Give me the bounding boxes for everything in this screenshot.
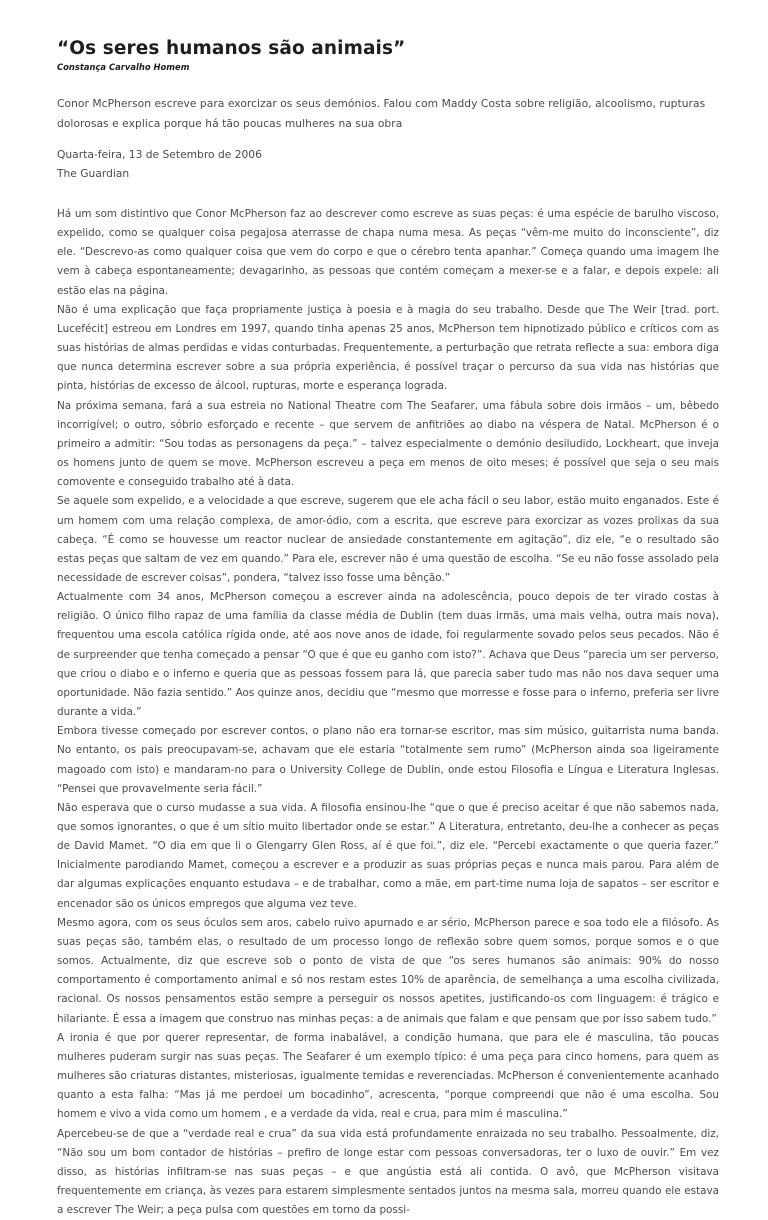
body-paragraph: Embora tivesse começado por escrever contos, o plano não era tornar-se escritor, mas sim músico, guitarrista numa banda. No entanto, os pais preocupavam-se, achavam que ele estaria “totalmente sem rumo” (McPherson ainda soa ligeiramente magoado com isto) e mandaram-no para o University College de Dublin, onde estou Filosofia e Língua e Literatura Inglesas. “Pensei que provavelmente seria fácil.” — [57, 722, 719, 799]
body-paragraph: A ironia é que por querer representar, de forma inabalável, a condição humana, que para ele é masculina, tão poucas mulheres puderam surgir nas suas peças. The Seafarer é um exemplo típico: é uma peça para cinco homens, para quem as mulheres são criaturas distantes, misteriosas, igualmente temidas e reverenciadas. McPherson é convenientemente acanhado quanto a esta falha: “Mas já me perdoei um bocadinho”, acrescenta, “porque compreendi que não é uma escolha. Sou homem e vivo a vida como um homem , e a verdade da vida, real e crua, para mim é masculina.” — [57, 1029, 719, 1125]
article-title: “Os seres humanos são animais” — [57, 38, 719, 60]
body-paragraph: Não esperava que o curso mudasse a sua vida. A filosofia ensinou-lhe “que o que é preciso aceitar é que não sabemos nada, que somos ignorantes, o que é um sítio muito libertador onde se estar.” A Literatura, entretanto, deu-lhe a conhecer as peças de David Mamet. “O dia em que li o Glengarry Glen Ross, aí é que foi.”, diz ele. “Percebi exactamente o que queria fazer.” Inicialmente parodiando Mamet, começou a escrever e a produzir as suas próprias peças e nunca mais parou. Para além de dar algumas explicações enquanto estudava – e de trabalhar, como a mãe, em part-time numa loja de sapatos – ser escritor e encenador são os únicos empregos que alguma vez teve. — [57, 799, 719, 914]
article-source: The Guardian — [57, 164, 719, 183]
body-paragraph: Apercebeu-se de que a “verdade real e crua” da sua vida está profundamente enraizada no seu trabalho. Pessoalmente, diz, “Não sou um bom contador de histórias – prefiro de longe estar com pessoas conversadoras, ter o luxo de ouvir.” Em vez disso, as histórias infiltram-se nas suas peças – e que angústia está ali contida. O avô, que McPherson visitava frequentemente em criança, às vezes para estarem simplesmente sentados juntos na mesma sala, morreu quando ele estava a escrever The Weir; a peça pulsa com questões em torno da possi- — [57, 1125, 719, 1220]
article-body — [57, 205, 719, 1220]
article-meta — [57, 145, 719, 183]
article-date: Quarta-feira, 13 de Setembro de 2006 — [57, 145, 719, 164]
body-paragraph: Se aquele som expelido, e a velocidade a que escreve, sugerem que ele acha fácil o seu labor, estão muito enganados. Este é um homem com uma relação complexa, de amor-ódio, com a escrita, que escreve para exorcizar as vozes prolixas da sua cabeça. “É como se houvesse um reactor nuclear de ansiedade constantemente em agitação”, diz ele, “e o resultado são estas peças que saltam de vez em quando.” Para ele, escrever não é uma questão de escolha. “Se eu não fosse assolado pela necessidade de escrever coisas”, pondera, “talvez isso fosse uma bênção.” — [57, 492, 719, 588]
article-lead: Conor McPherson escreve para exorcizar os seus demónios. Falou com Maddy Costa sobre religião, alcoolismo, rupturas dolorosas e explica porque há tão poucas mulheres na sua obra — [57, 94, 719, 133]
article-author: Constança Carvalho Homem — [57, 61, 719, 73]
article — [57, 0, 719, 1220]
body-paragraph: Actualmente com 34 anos, McPherson começou a escrever ainda na adolescência, pouco depois de ter virado costas à religião. O único filho rapaz de uma família da classe média de Dublin (tem duas irmãs, uma mais velha, outra mais nova), frequentou uma escola católica rígida onde, até aos nove anos de idade, foi regularmente sovado pelos seus pecados. Não é de surpreender que tenha começado a pensar “O que é que eu ganho com isto?”. Achava que Deus “parecia um ser perverso, que criou o diabo e o inferno e queria que as pessoas fossem para lá, que parecia saber tudo mas não nos dava sequer uma oportunidade. Não fazia sentido.” Aos quinze anos, decidiu que “mesmo que morresse e fosse para o inferno, preferia ser livre durante a vida.” — [57, 588, 719, 722]
body-paragraph: Não é uma explicação que faça propriamente justiça à poesia e à magia do seu trabalho. Desde que The Weir [trad. port. Lucefécit] estreou em Londres em 1997, quando tinha apenas 25 anos, McPherson tem hipnotizado público e críticos com as suas histórias de almas perdidas e vidas conturbadas. Frequentemente, a perturbação que retrata reflecte a sua: embora diga que nunca determina escrever sobre a sua própria experiência, é possível traçar o percurso da sua vida nas histórias que pinta, histórias de excesso de álcool, rupturas, morte e esperança lograda. — [57, 301, 719, 397]
body-paragraph: Na próxima semana, fará a sua estreia no National Theatre com The Seafarer, uma fábula sobre dois irmãos – um, bêbedo incorrigível; o outro, sóbrio esforçado e recente – que servem de anfitriões ao diabo na véspera de Natal. McPherson é o primeiro a admitir: “Sou todas as personagens da peça.” – talvez especialmente o demónio desiludido, Lockheart, que inveja os homens junto de quem se move. McPherson escreveu a peça em menos de oito meses; é possível que seja o seu mais comovente e conseguido trabalho até à data. — [57, 397, 719, 493]
body-paragraph: Há um som distintivo que Conor McPherson faz ao descrever como escreve as suas peças: é uma espécie de barulho viscoso, expelido, como se qualquer coisa pegajosa aterrasse de chapa numa mesa. As peças “vêm-me muito do inconsciente”, diz ele. “Descrevo-as como qualquer coisa que vem do corpo e que o cérebro tenta apanhar.” Começa quando uma imagem lhe vem à cabeça espontaneamente; devagarinho, as pessoas que contém começam a mexer-se e a falar, e depois expele: ali estão elas na página. — [57, 205, 719, 301]
body-paragraph: Mesmo agora, com os seus óculos sem aros, cabelo ruivo apurnado e ar sério, McPherson parece e soa todo ele a filósofo. As suas peças são, também elas, o resultado de um processo longo de reflexão sobre quem somos, porque somos e o que somos. Actualmente, diz que escreve sob o ponto de vista de que “os seres humanos são animais: 90% do nosso comportamento é comportamento animal e só nos restam estes 10% de aparência, de semelhança a uma escolha civilizada, racional. Os nossos pensamentos estão sempre a perseguir os nossos apetites, justificando-os com linguagem: é trágico e hilariante. É essa a imagem que construo nas minhas peças: a de animais que falam e que pensam que por isso sabem tudo.” — [57, 914, 719, 1029]
